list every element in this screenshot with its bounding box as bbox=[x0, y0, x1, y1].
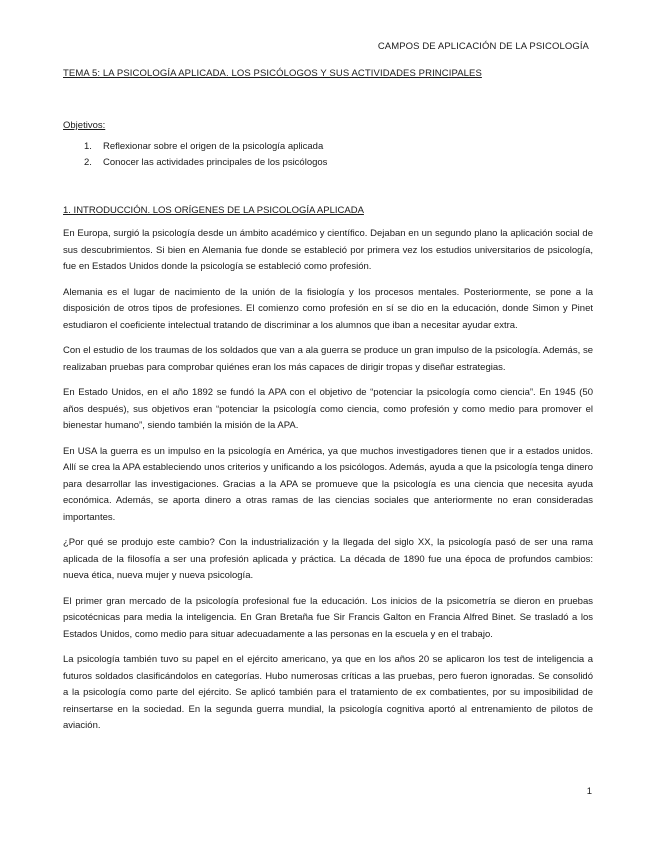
paragraph: Alemania es el lugar de nacimiento de la unión de la fisiología y los procesos mentales. Posteriormente, se pone a la disposición de otros tipos de profesiones. El comienzo como profesión en sí se dio en la educación, donde Simon y Pinet estudiaron el coeficiente intelectual tratando de discriminar a los alumnos que iban a necesitar ayudar extra. bbox=[63, 286, 593, 331]
theme-title: TEMA 5: LA PSICOLOGÍA APLICADA. LOS PSICÓLOGOS Y SUS ACTIVIDADES PRINCIPALES bbox=[63, 68, 482, 79]
paragraph: La psicología también tuvo su papel en el ejército americano, ya que en los años 20 se aplicaron los test de inteligencia a futuros soldados clasificándolos en categorías. Hubo numerosas críticas a las pruebas, pero fueron ignoradas. Se consolidó a la psicología como parte del ejército. Se aplicó también para el tratamiento de ex combatientes, por su imposibilidad de reinsertarse en la sociedad. En la segunda guerra mundial, la psicología cognitiva aportó al entrenamiento de pilotos de aviación. bbox=[63, 654, 593, 731]
objective-item bbox=[84, 157, 327, 173]
paragraph: En Estado Unidos, en el año 1892 se fundó la APA con el objetivo de “potenciar la psicología como ciencia”. En 1945 (50 años después), sus objetivos eran “potenciar la psicología como ciencia, como profesión y como medio para promover el bienestar humano”, siendo también la misión de la APA. bbox=[63, 387, 593, 431]
objectives-list bbox=[84, 141, 327, 173]
objective-text: Reflexionar sobre el origen de la psicología aplicada bbox=[103, 141, 324, 152]
paragraph: En Europa, surgió la psicología desde un ámbito académico y científico. Dejaban en un segundo plano la aplicación social de sus descubrimientos. Si bien en Alemania fue donde se estableció por primera vez los estudios universitarios de psicología, fue en Estados Unidos donde la psicología se estableció como profesión. bbox=[63, 228, 593, 272]
objective-number: 1. bbox=[84, 141, 92, 152]
paragraph: Con el estudio de los traumas de los soldados que van a ala guerra se produce un gran impulso de la psicología. Además, se realizaban pruebas para comprobar quiénes eran los más capaces de dirigir tropas y diseñar estrategias. bbox=[63, 345, 593, 373]
body-text bbox=[63, 226, 593, 744]
paragraph: El primer gran mercado de la psicología profesional fue la educación. Los inicios de la psicometría se dieron en pruebas psicotécnicas para media la inteligencia. En Gran Bretaña fue Sir Francis Galton en Francia Alfred Binet. Se trasladó a los Estados Unidos, como medio para situar adecuadamente a las personas en la escuela y en el trabajo. bbox=[63, 595, 593, 640]
paragraph: ¿Por qué se produjo este cambio? Con la industrialización y la llegada del siglo XX, la psicología pasó de ser una rama aplicada de la filosofía a ser una profesión aplicada y práctica. La década de 1890 fue una época de profundos cambios: nueva ética, nueva mujer y nueva psicología. bbox=[63, 537, 593, 581]
objective-item bbox=[84, 141, 327, 157]
running-header: CAMPOS DE APLICACIÓN DE LA PSICOLOGÍA bbox=[377, 41, 589, 52]
page-number: 1 bbox=[586, 786, 592, 797]
objective-text: Conocer las actividades principales de los psicólogos bbox=[103, 157, 328, 168]
objective-number: 2. bbox=[84, 157, 92, 168]
section-title: 1. INTRODUCCIÓN. LOS ORÍGENES DE LA PSICOLOGÍA APLICADA bbox=[63, 205, 364, 216]
paragraph: En USA la guerra es un impulso en la psicología en América, ya que muchos investigadores tienen que ir a estados unidos. Allí se crea la APA estableciendo unos criterios y unificando a los psicólogos. Además, ayuda a que la psicología tenga dinero para desarrollar las investigaciones. Gracias a la APA se promueve que la psicología es una ciencia que necesita ayuda económica. Además, se aporta dinero a otras ramas de las ciencias sociales que anteriormente no eran consideradas importantes. bbox=[63, 445, 593, 523]
objectives-title: Objetivos: bbox=[63, 120, 106, 131]
